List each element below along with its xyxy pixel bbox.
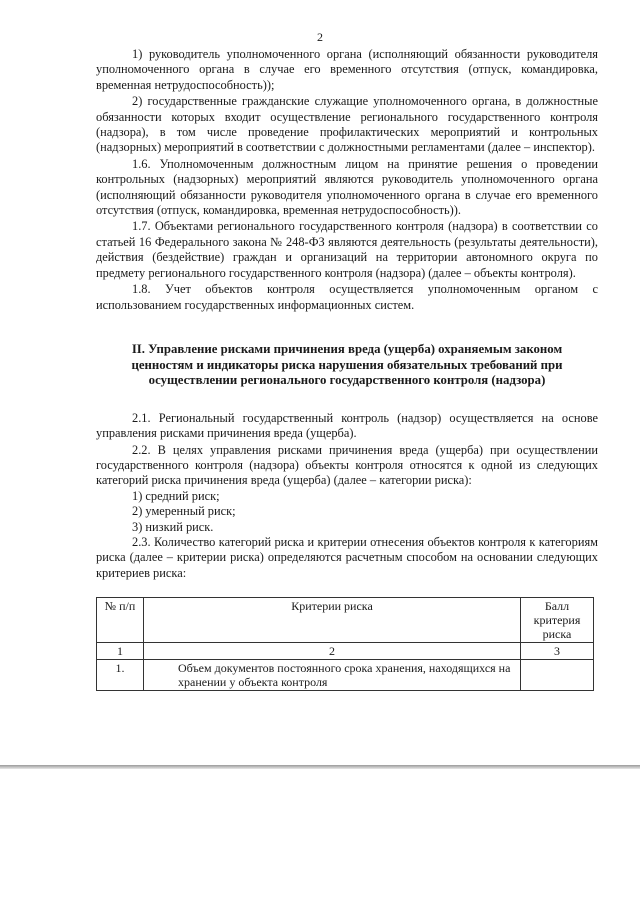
paragraph-civil-servants: 2) государственные гражданские служащие уполномоченного органа, в должностные обязанности которых входит осуществление регионального государственного контроля (надзора), в том числе проведение профилактических мероприятий и контрольных (надзорных) мероприятий в соответствии с должностными регламентами (далее – инспектор). bbox=[96, 94, 598, 155]
column-number-1: 1 bbox=[97, 643, 144, 660]
column-number-3: 3 bbox=[521, 643, 594, 660]
section-heading: II. Управление рисками причинения вреда (ущерба) охраняемым законом ценностям и индикаторы риска нарушения обязательных требований при осуществлении регионального государственного контроля (надзора) bbox=[131, 341, 563, 388]
risk-category-low: 3) низкий риск. bbox=[132, 519, 214, 534]
row-criterion: Объем документов постоянного срока хранения, находящихся на хранении у объекта контроля bbox=[144, 660, 521, 691]
header-number: № п/п bbox=[97, 598, 144, 643]
column-number-2: 2 bbox=[144, 643, 521, 660]
paragraph-2-1: 2.1. Региональный государственный контроль (надзор) осуществляется на основе управления рисками причинения вреда (ущерба). bbox=[96, 410, 598, 441]
paragraph-2-2: 2.2. В целях управления рисками причинения вреда (ущерба) при осуществлении государственного контроля (надзора) объекты контроля относятся к одной из следующих категорий риска причинения вреда (ущерба) (далее – категории риска): bbox=[96, 442, 598, 488]
document-body bbox=[96, 47, 598, 691]
paragraph-authority-head: 1) руководитель уполномоченного органа (исполняющий обязанности руководителя уполномоченного органа в случае его временного отсутствия (отпуск, командировка, временная нетрудоспособность)); bbox=[96, 47, 598, 92]
page-number: 2 bbox=[317, 30, 323, 44]
table-header-row bbox=[97, 598, 594, 643]
header-criterion: Критерии риска bbox=[144, 598, 521, 643]
page-edge-shadow bbox=[0, 765, 640, 769]
row-score bbox=[521, 660, 594, 691]
risk-category-moderate: 2) умеренный риск; bbox=[132, 504, 236, 519]
table-row bbox=[97, 660, 594, 691]
paragraph-1-8: 1.8. Учет объектов контроля осуществляется уполномоченным органом с использованием государственных информационных систем. bbox=[96, 282, 598, 312]
table-numbering-row bbox=[97, 643, 594, 660]
paragraph-1-6: 1.6. Уполномоченным должностным лицом на принятие решения о проведении контрольных (надзорных) мероприятий являются руководитель уполномоченного органа (исполняющий обязанности руководителя уполномоченного органа в случае его временного отсутствия (отпуск, командировка, временная нетрудоспособность)). bbox=[96, 156, 598, 218]
risk-category-medium: 1) средний риск; bbox=[132, 488, 220, 503]
risk-criteria-table bbox=[96, 597, 594, 691]
paragraph-1-7: 1.7. Объектами регионального государственного контроля (надзора) в соответствии со статьей 16 Федерального закона № 248-ФЗ являются деятельность (результаты деятельности), действия (бездействие) граждан и организаций на территории автономного округа по предмету регионального государственного контроля (надзора) (далее – объекты контроля). bbox=[96, 219, 598, 280]
header-score: Балл критерия риска bbox=[521, 598, 594, 643]
row-number: 1. bbox=[97, 660, 144, 691]
paragraph-2-3: 2.3. Количество категорий риска и критерии отнесения объектов контроля к категориям риска (далее – критерии риска) определяются расчетным способом на основании следующих критериев риска: bbox=[96, 534, 598, 580]
